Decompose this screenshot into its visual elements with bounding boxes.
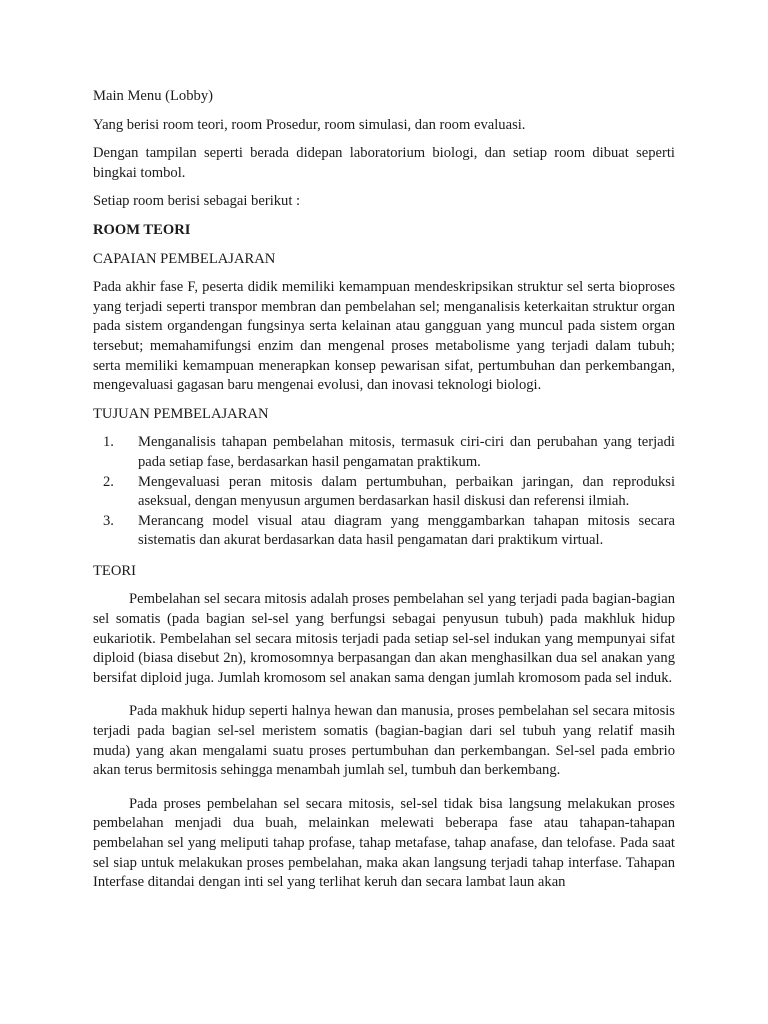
- intro-rooms-text: Yang berisi room teori, room Prosedur, room simulasi, dan room evaluasi.: [93, 116, 526, 133]
- teori-title: TEORI: [93, 562, 136, 579]
- list-item-text: Mengevaluasi peran mitosis dalam pertumbuhan, perbaikan jaringan, dan reproduksi aseksual, dengan menyusun argumen berdasarkan hasil diskusi dan referensi ilmiah.: [138, 473, 675, 510]
- list-item-number: 1.: [103, 434, 114, 451]
- capaian-pembelajaran-title: CAPAIAN PEMBELAJARAN: [93, 250, 276, 267]
- teori-paragraph: Pembelahan sel secara mitosis adalah proses pembelahan sel yang terjadi pada bagian-bagian sel somatis (pada bagian sel-sel yang berfungsi sebagai penyusun tubuh) pada makhluk hidup eukariotik. Pembelahan sel secara mitosis terjadi pada setiap sel-sel indukan yang mempunyai sifat diploid (biasa disebut 2n), kromosomnya berpasangan dan akan menghasilkan dua sel anakan yang bersifat diploid juga. Jumlah kromosom sel anakan sama dengan jumlah kromosom pada sel induk.: [93, 591, 675, 686]
- list-item-number: 2.: [103, 473, 114, 490]
- intro-contents-text: Setiap room berisi sebagai berikut :: [93, 193, 301, 210]
- tujuan-pembelajaran-list: [93, 433, 675, 551]
- teori-paragraph: Pada proses pembelahan sel secara mitosis, sel-sel tidak bisa langsung melakukan proses pembelahan menjadi dua buah, melainkan melewati beberapa fase atau tahapan-tahapan pembelahan sel yang meliputi tahap profase, tahap metafase, tahap anafase, dan telofase. Pada saat sel siap untuk melakukan proses pembelahan, maka akan langsung terjadi tahap interfase. Tahapan Interfase ditandai dengan inti sel yang terlihat keruh dan secara lambat laun akan: [93, 795, 675, 891]
- list-item-text: Merancang model visual atau diagram yang menggambarkan tahapan mitosis secara sistematis dan akurat berdasarkan data hasil pengamatan dari praktikum virtual.: [138, 512, 675, 549]
- capaian-pembelajaran-text: Pada akhir fase F, peserta didik memiliki kemampuan mendeskripsikan struktur sel serta bioproses yang terjadi seperti transpor membran dan pembelahan sel; menganalisis keterkaitan struktur organ pada sistem organdengan fungsinya serta kelainan atau gangguan yang muncul pada sistem organ tersebut; memahamifungsi enzim dan mengenal proses metabolisme yang terjadi dalam tubuh; serta memiliki kemampuan menerapkan konsep pewarisan sifat, pertumbuhan dan perkembangan, mengevaluasi gagasan baru mengenai evolusi, dan inovasi teknologi biologi.: [93, 279, 675, 394]
- list-item-text: Menganalisis tahapan pembelahan mitosis, termasuk ciri-ciri dan perubahan yang terjadi pada setiap fase, berdasarkan hasil pengamatan praktikum.: [138, 434, 675, 470]
- list-item-number: 3.: [103, 512, 114, 529]
- list-item: [93, 473, 675, 512]
- list-item: [93, 512, 675, 551]
- tujuan-pembelajaran-title: TUJUAN PEMBELAJARAN: [93, 405, 269, 422]
- teori-paragraph: Pada makhuk hidup seperti halnya hewan dan manusia, proses pembelahan sel secara mitosis terjadi pada bagian sel-sel meristem somatis (bagian-bagian dari sel tubuh yang relatif masih muda) yang akan mengalami suatu proses pertumbuhan dan perkembangan. Sel-sel pada embrio akan terus bermitosis sehingga menambah jumlah sel, tumbuh dan berkembang.: [93, 703, 675, 779]
- list-item: [93, 433, 675, 472]
- room-teori-title: ROOM TEORI: [93, 221, 191, 238]
- intro-display-text: Dengan tampilan seperti berada didepan laboratorium biologi, dan setiap room dibuat seperti bingkai tombol.: [93, 145, 675, 181]
- main-menu-heading: Main Menu (Lobby): [93, 88, 213, 104]
